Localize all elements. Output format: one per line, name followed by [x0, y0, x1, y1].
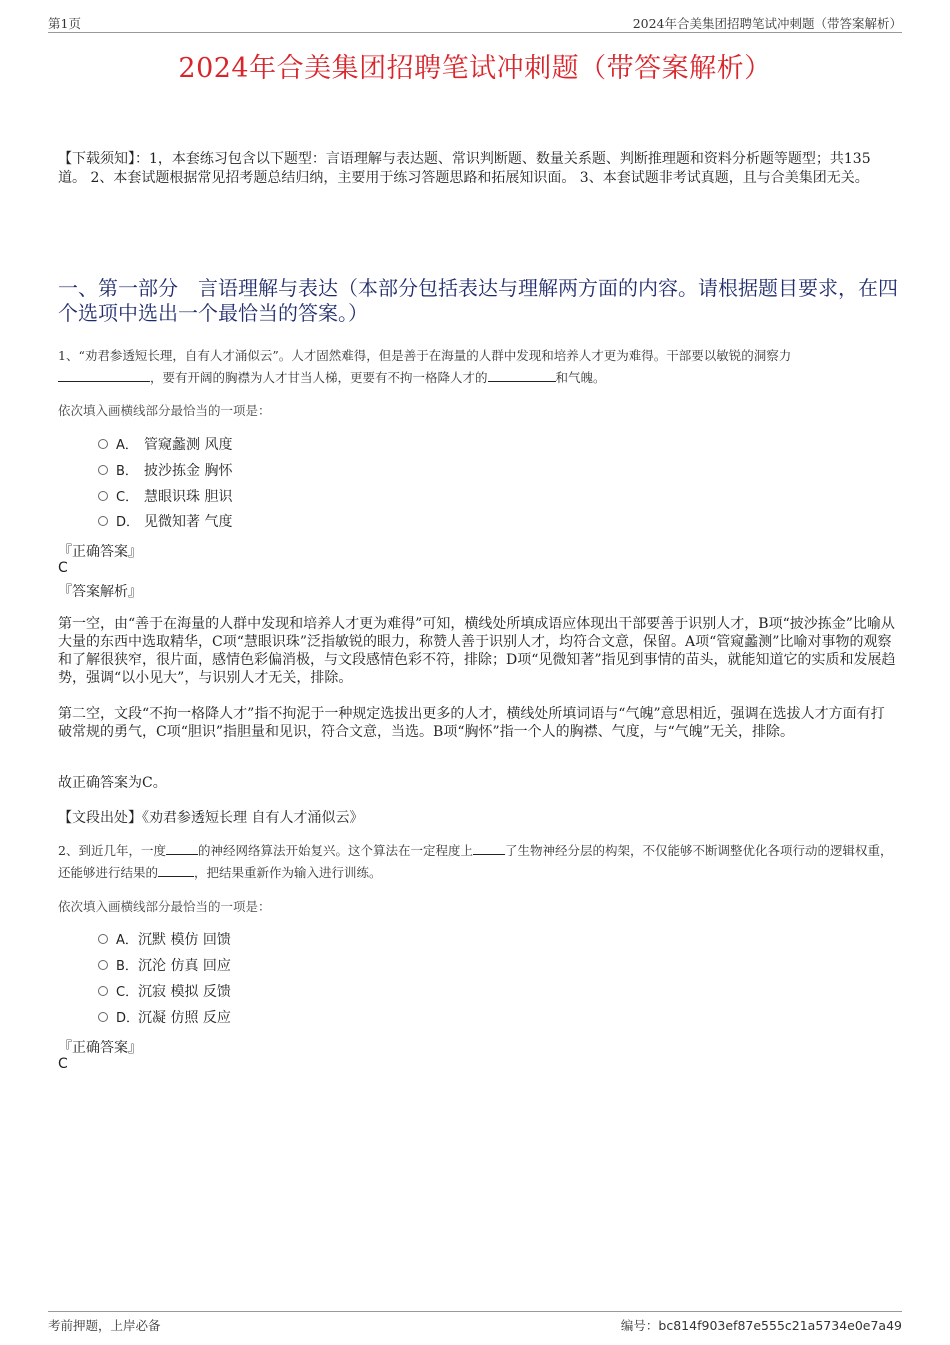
q2-option-c[interactable]: C．沉寂 模拟 反馈 [98, 982, 231, 1002]
footer-code-value: bc814f903ef87e555c21a5734e0e7a49 [658, 1318, 902, 1333]
section-heading: 一、第一部分 言语理解与表达（本部分包括表达与理解两方面的内容。请根据题目要求，在四个选项中选出一个最恰当的答案。） [58, 276, 898, 325]
q1-option-a[interactable]: A． 管窥蠡测 风度 [98, 435, 232, 455]
q1-answer-label: 『正确答案』 [58, 544, 142, 560]
q1-blank-2 [488, 367, 556, 382]
q2-option-b[interactable]: B．沉沦 仿真 回应 [98, 956, 231, 976]
q2-option-d[interactable]: D．沉凝 仿照 反应 [98, 1008, 231, 1028]
radio-icon[interactable] [98, 986, 108, 996]
q1-blank-1 [58, 367, 150, 382]
q2-blank-2 [473, 840, 505, 855]
footer-code [621, 1316, 902, 1334]
radio-icon[interactable] [98, 1012, 108, 1022]
q2-text-d: ，把结果重新作为输入进行训练。 [194, 865, 382, 880]
download-notice: 【下载须知】：1，本套练习包含以下题型：言语理解与表达题、常识判断题、数量关系题、判断推理题和资料分析题等题型；共135道。 2、本套试题根据常见招考题总结归纳，主要用于练习答题思路和拓展知识面。 3、本套试题非考试真题，且与合美集团无关。 [58, 151, 871, 186]
q2-prompt: 依次填入画横线部分最恰当的一项是： [58, 899, 271, 914]
page-footer [48, 1311, 902, 1334]
q1-analysis-label: 『答案解析』 [58, 584, 142, 600]
q2-text-b: 的神经网络算法开始复兴。这个算法在一定程度上 [197, 843, 473, 858]
q1-conclusion: 故正确答案为C。 [58, 775, 167, 791]
q1-text-b: ，要有开阔的胸襟为人才甘当人梯，更要有不拘一格降人才的 [150, 370, 488, 385]
q2-blank-3 [158, 862, 194, 877]
footer-code-label: 编号： [620, 1318, 659, 1333]
q1-analysis-paragraph-1: 第一空，由“善于在海量的人群中发现和培养人才更为难得”可知，横线处所填成语应体现出干部要善于识别人才，B项“披沙拣金”比喻从大量的东西中选取精华，C项“慧眼识珠”泛指敏锐的眼力，称赞人善于识别人才，均符合文意，保留。A项“管窥蠡测”比喻对事物的观察和了解很狭窄，很片面，感情色彩偏消极，与文段感情色彩不符，排除；D项“见微知著”指见到事情的苗头，就能知道它的实质和发展趋势，强调“以小见大”，与识别人才无关，排除。 [58, 616, 896, 686]
q1-source: 【文段出处】《劝君参透短长理 自有人才涌似云》 [58, 810, 364, 826]
document-title: 2024年合美集团招聘笔试冲刺题（带答案解析） [178, 53, 772, 84]
q2-answer: C [58, 1056, 68, 1072]
q1-text-a: 1、“劝君参透短长理，自有人才涌似云”。人才固然难得，但是善于在海量的人群中发现和培养人才更为难得。干部要以敏锐的洞察力 [58, 348, 792, 363]
q1-option-d[interactable]: D． 见微知著 气度 [98, 512, 232, 532]
q2-text-a: 2、到近几年，一度 [58, 843, 166, 858]
q2-text-c: 了生物神经分层的构架，不仅能够不断调整优化各项行动的逻辑权重，还能够进行结果的 [58, 843, 893, 880]
radio-icon[interactable] [98, 491, 108, 501]
q1-analysis-paragraph-2: 第二空，文段“不拘一格降人才”指不拘泥于一种规定选拔出更多的人才，横线处所填词语与“气魄”意思相近，强调在选拔人才方面有打破常规的勇气，C项“胆识”指胆量和见识，符合文意，当选。B项“胸怀”指一个人的胸襟、气度，与“气魄”无关，排除。 [58, 706, 885, 740]
q1-option-c[interactable]: C． 慧眼识珠 胆识 [98, 487, 232, 507]
q1-prompt: 依次填入画横线部分最恰当的一项是： [58, 403, 271, 418]
radio-icon[interactable] [98, 934, 108, 944]
q1-text-c: 和气魄。 [555, 370, 606, 385]
q1-option-b[interactable]: B． 披沙拣金 胸怀 [98, 461, 232, 481]
radio-icon[interactable] [98, 960, 108, 970]
q2-blank-1 [166, 840, 198, 855]
q2-option-a[interactable]: A．沉默 模仿 回馈 [98, 930, 231, 950]
question-2-stem [58, 840, 898, 884]
question-1-stem [58, 345, 898, 389]
page-header [48, 14, 902, 33]
radio-icon[interactable] [98, 516, 108, 526]
q2-answer-label: 『正确答案』 [58, 1040, 142, 1056]
header-doc-title: 2024年合美集团招聘笔试冲刺题（带答案解析） [632, 16, 902, 31]
footer-slogan: 考前押题，上岸必备 [48, 1318, 161, 1333]
q1-answer: C [58, 560, 68, 576]
radio-icon[interactable] [98, 439, 108, 449]
page-number: 第1页 [48, 16, 81, 31]
radio-icon[interactable] [98, 465, 108, 475]
